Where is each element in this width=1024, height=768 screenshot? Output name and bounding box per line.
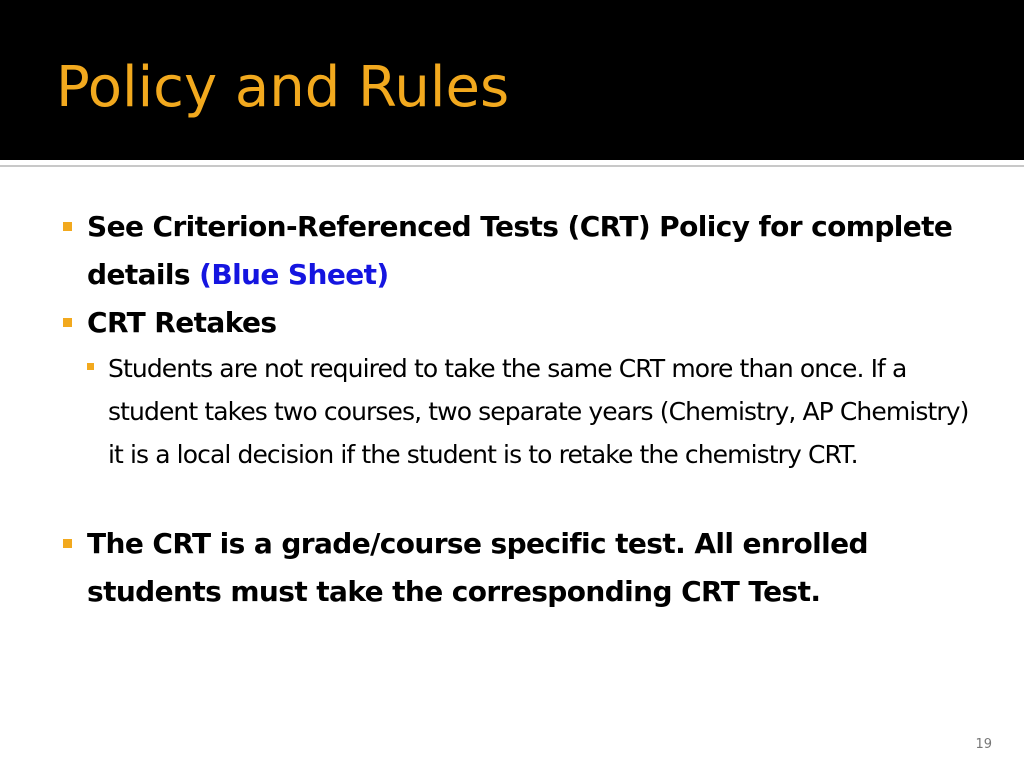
bullet-crt-retakes	[87, 299, 977, 347]
square-bullet-icon	[63, 539, 72, 548]
sub-bullet-retake-details	[108, 347, 980, 476]
square-bullet-icon	[87, 363, 94, 370]
square-bullet-icon	[63, 318, 72, 327]
bullet-text: The CRT is a grade/course specific test. All enrolled students must take the corresponding CRT Test.	[87, 527, 868, 608]
sub-bullet-text: Students are not required to take the same CRT more than once. If a student takes two courses, two separate years (Chemistry, AP Chemistry) it is a local decision if the student is to retake the chemistry CRT.	[108, 354, 969, 469]
bullet-grade-specific-test	[87, 520, 977, 616]
bullet-text: CRT Retakes	[87, 306, 277, 339]
square-bullet-icon	[63, 222, 72, 231]
slide-title: Policy and Rules	[56, 55, 510, 120]
bullet-crt-policy	[87, 203, 977, 299]
page-number: 19	[975, 737, 992, 752]
blue-sheet-reference: (Blue Sheet)	[199, 258, 389, 291]
bullet-text: See Criterion-Referenced Tests (CRT) Policy for complete details	[87, 210, 953, 291]
